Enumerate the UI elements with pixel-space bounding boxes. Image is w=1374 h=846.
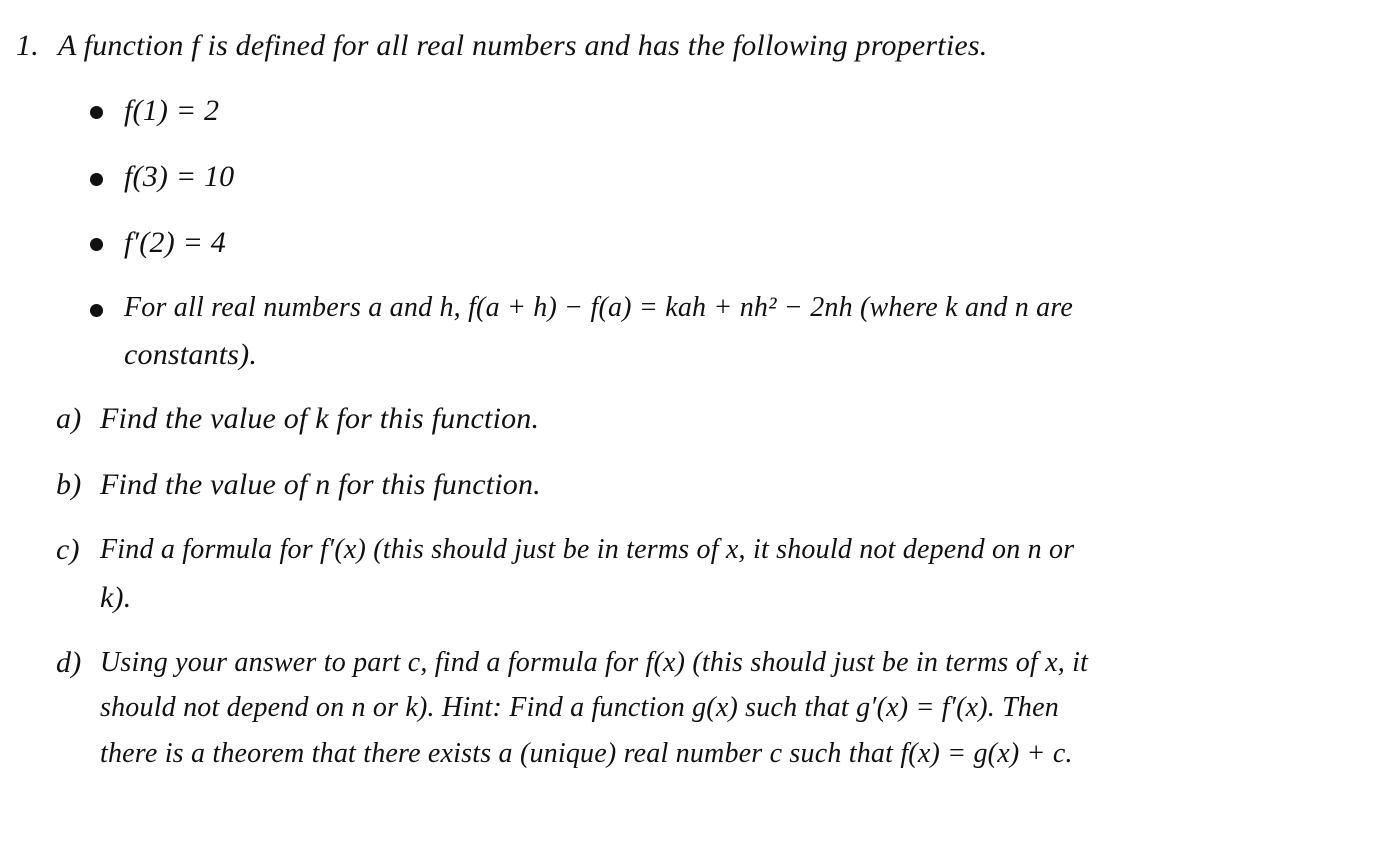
part-label: c): [56, 533, 80, 566]
bullet-marker: [90, 304, 103, 317]
problem-intro: A function f is defined for all real numbers and has the following properties.: [58, 29, 988, 62]
property-item: For all real numbers a and h, f(a + h) − f(a) = kah + nh² − 2nh (where k and n are: [124, 292, 1074, 323]
part-d-text: Using your answer to part c, find a formula for f(x) (this should just be in terms of x, it: [100, 647, 1089, 678]
bullet-marker: [90, 173, 103, 186]
part-d-continuation: there is a theorem that there exists a (unique) real number c such that f(x) = g(x) + c.: [100, 738, 1073, 769]
part-c-text: Find a formula for f′(x) (this should just be in terms of x, it should not depend on n or: [100, 534, 1075, 565]
property-item: f(3) = 10: [124, 160, 235, 193]
bullet-marker: [90, 106, 103, 119]
part-d-continuation: should not depend on n or k). Hint: Find a function g(x) such that g′(x) = f′(x). Then: [100, 692, 1059, 723]
part-c-continuation: k).: [100, 581, 132, 614]
part-b-text: Find the value of n for this function.: [100, 468, 541, 501]
property-item-continuation: constants).: [124, 338, 258, 371]
property-item: f(1) = 2: [124, 94, 220, 127]
part-a-text: Find the value of k for this function.: [100, 402, 540, 435]
part-label: b): [56, 468, 82, 501]
problem-number: 1.: [16, 29, 39, 62]
part-label: d): [56, 646, 82, 679]
property-item: f′(2) = 4: [124, 226, 226, 259]
bullet-marker: [90, 238, 103, 251]
part-label: a): [56, 402, 82, 435]
